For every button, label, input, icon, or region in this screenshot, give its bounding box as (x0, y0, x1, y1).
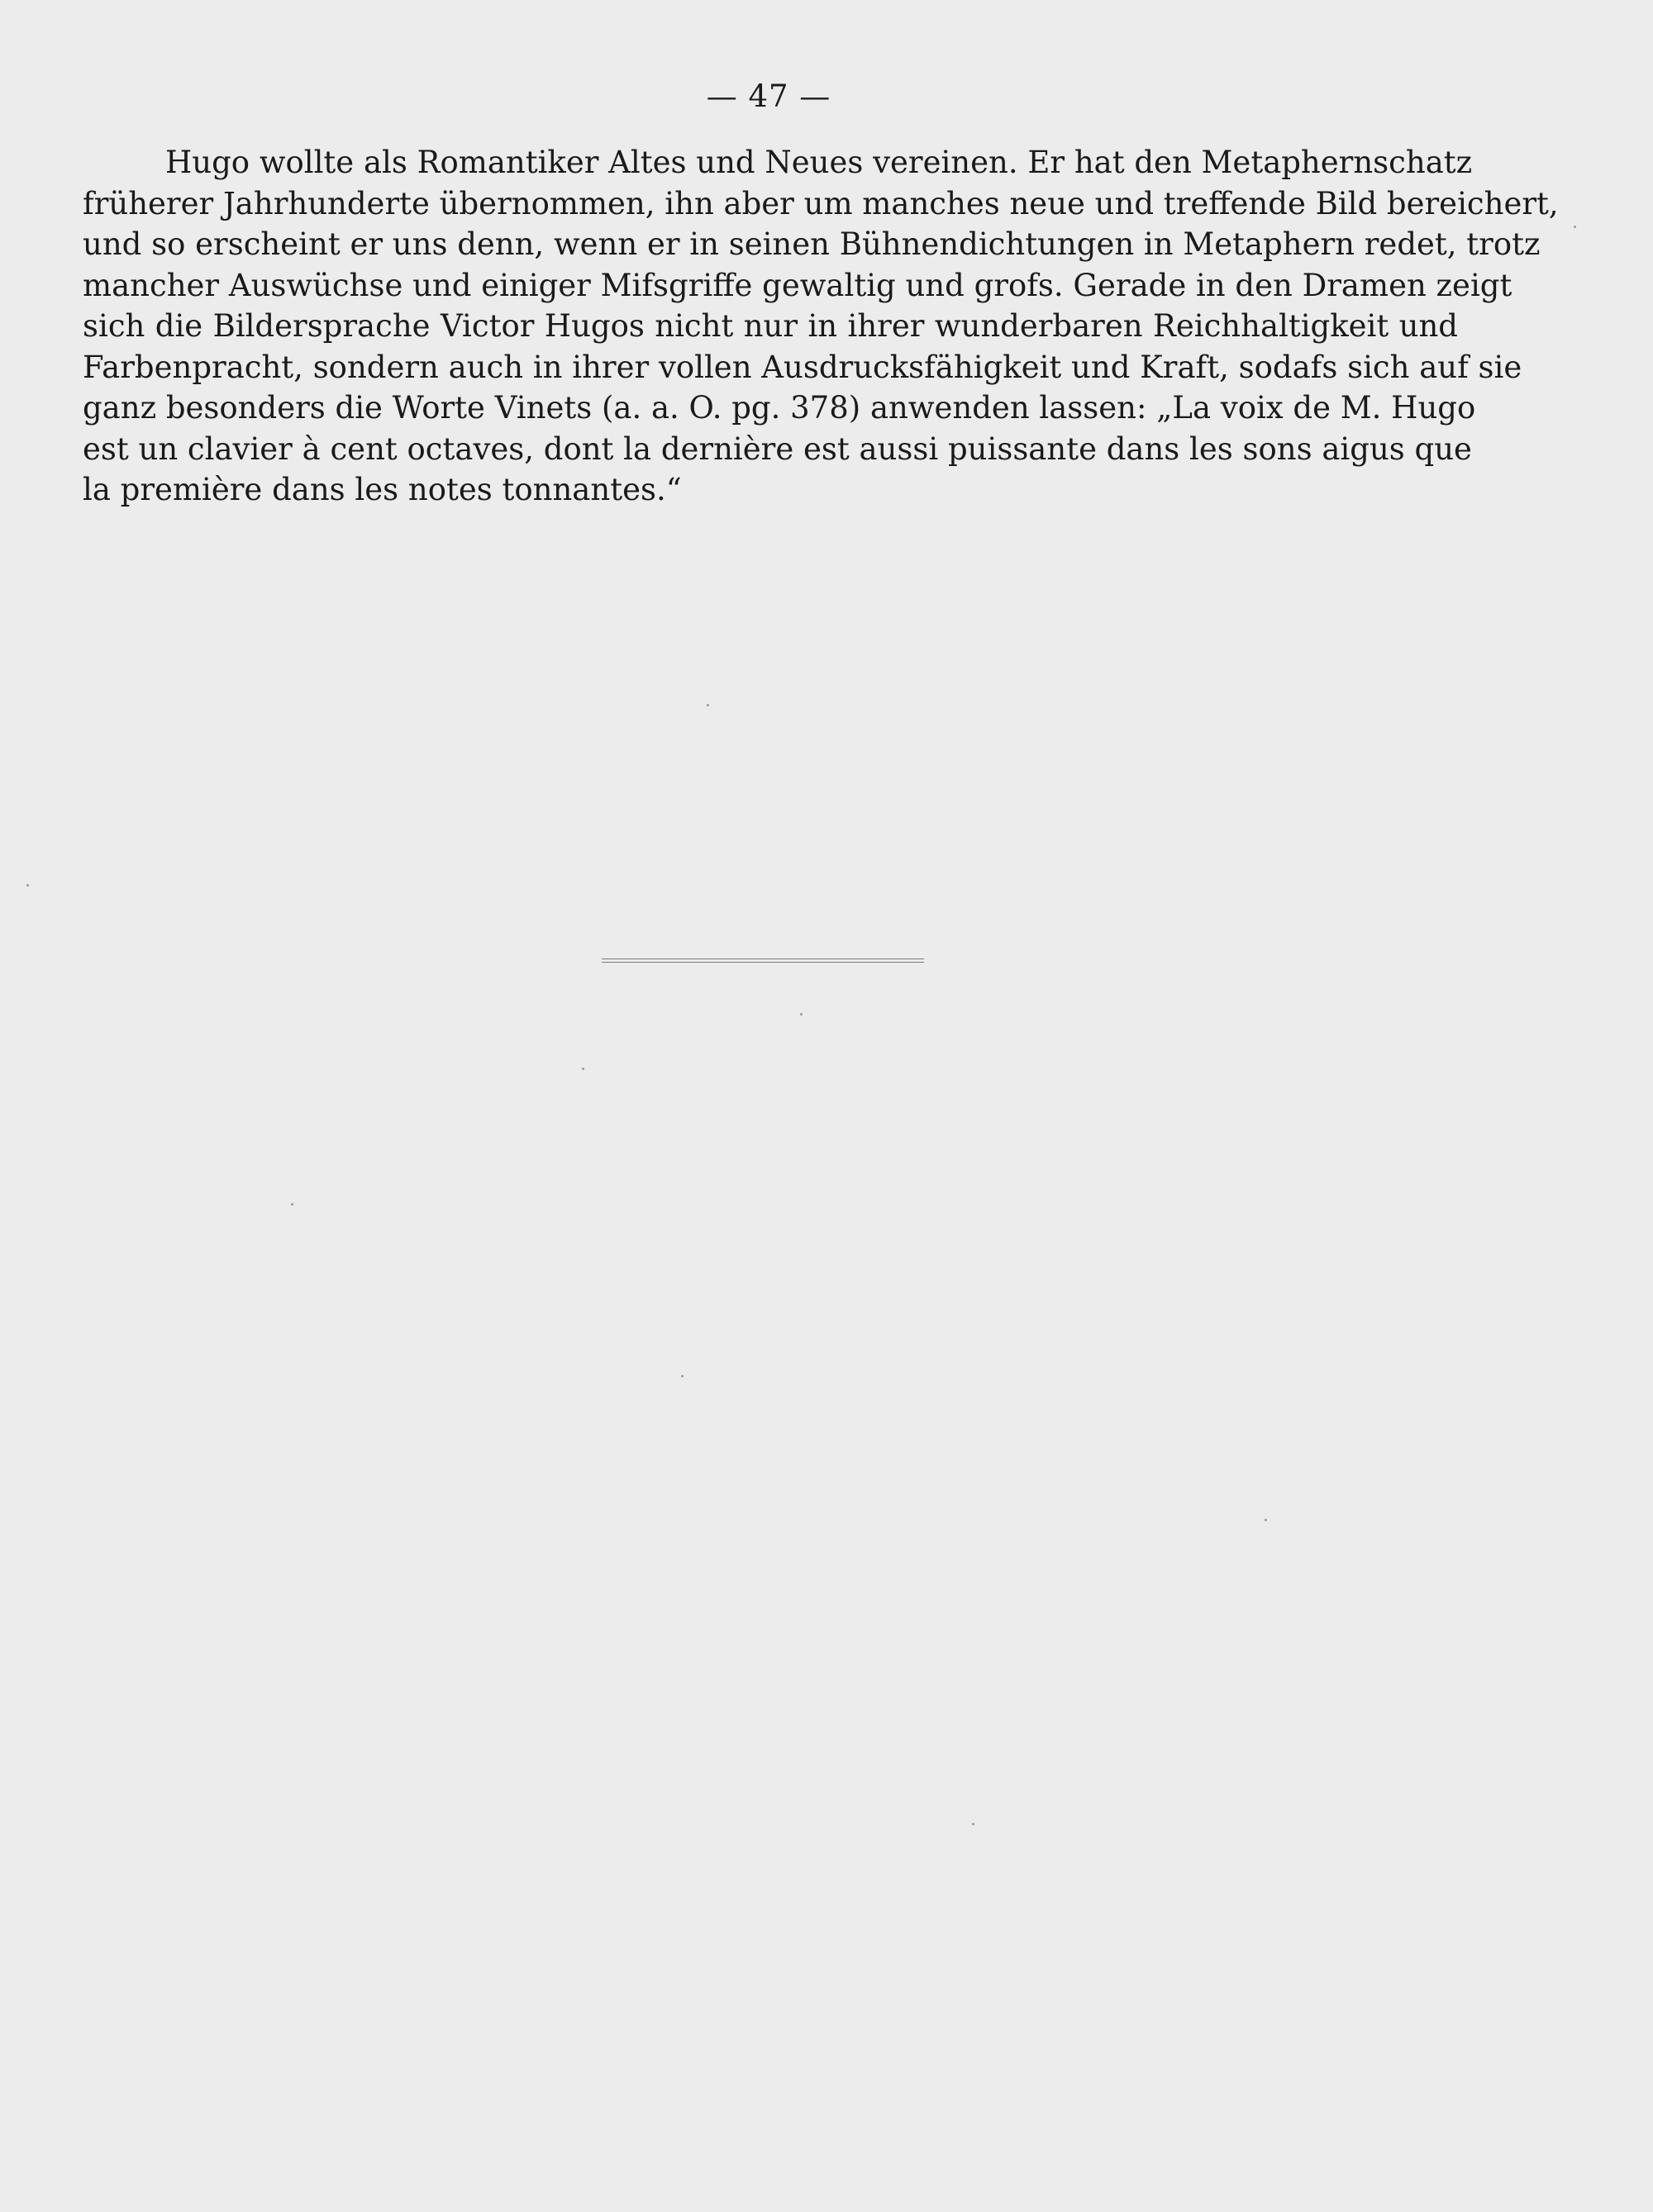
paper-speck (1265, 1519, 1267, 1521)
text-line: Farbenpracht, sondern auch in ihrer vollen Ausdrucksfähigkeit und Kraft, sodafs sich auf sie (83, 349, 1522, 385)
paper-speck (26, 884, 29, 887)
paper-speck (707, 704, 709, 706)
body-paragraph (83, 142, 1559, 511)
section-separator-rule (602, 959, 924, 965)
text-line: Hugo wollte als Romantiker Altes und Neues vereinen. Er hat den Metaphernschatz (165, 145, 1473, 180)
page-number: — 47 — (706, 78, 831, 114)
text-line: ganz besonders die Worte Vinets (a. a. O. pg. 378) anwenden lassen: „La voix de M. Hugo (83, 390, 1476, 426)
text-line: früherer Jahrhunderte übernommen, ihn aber um manches neue und treffende Bild bereichert, (83, 185, 1559, 221)
paper-speck (681, 1375, 684, 1377)
paper-speck (1574, 226, 1576, 228)
paper-speck (800, 1013, 803, 1016)
paper-speck (291, 1203, 293, 1206)
paper-speck (972, 1823, 974, 1825)
text-line: und so erscheint er uns denn, wenn er in seinen Bühnendichtungen in Metaphern redet, trotz (83, 226, 1541, 262)
text-line: est un clavier à cent octaves, dont la dernière est aussi puissante dans les sons aigus que (83, 431, 1472, 467)
text-line: sich die Bildersprache Victor Hugos nicht nur in ihrer wunderbaren Reichhaltigkeit und (83, 308, 1458, 344)
text-line: la première dans les notes tonnantes.“ (83, 472, 682, 507)
separator-line (602, 962, 924, 963)
paper-speck (582, 1068, 584, 1070)
text-line: mancher Auswüchse und einiger Mifsgriffe gewaltig und grofs. Gerade in den Dramen zeigt (83, 267, 1512, 303)
